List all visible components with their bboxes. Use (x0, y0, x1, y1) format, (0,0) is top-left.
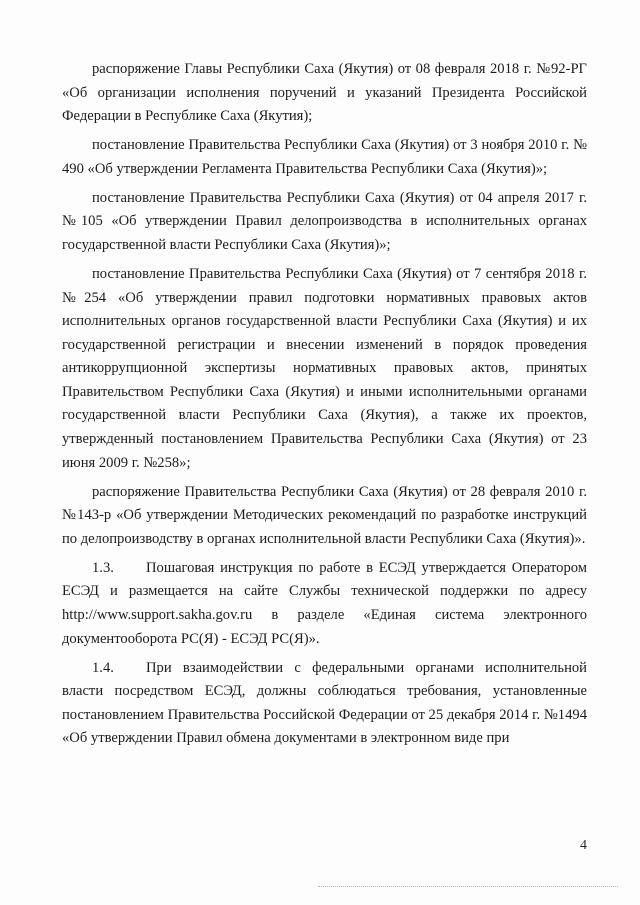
section-1-3 (62, 557, 587, 651)
section-1-4-text: При взаимодействии с федеральными органами исполнительной власти посредством ЕСЭД, должны соблюдаться требования, установленные постановлением Правительства Российской Федерации от 25 декабря 2014 г. №1494 «Об утверждении Правил обмена документами в электронном виде при (62, 659, 587, 747)
paragraph-resolution-490: постановление Правительства Республики Саха (Якутия) от 3 ноября 2010 г. № 490 «Об утверждении Регламента Правительства Республики Саха (Якутия)»; (62, 137, 587, 177)
paragraph-resolution-105: постановление Правительства Республики Саха (Якутия) от 04 апреля 2017 г. №105 «Об утверждении Правил делопроизводства в исполнительных органах государственной власти Республики Саха (Якутия)»; (62, 189, 587, 253)
paragraph-order-143-r: распоряжение Правительства Республики Саха (Якутия) от 28 февраля 2010 г. №143-р «Об утверждении Методических рекомендаций по разработке инструкций по делопроизводству в органах исполнительной власти Республики Саха (Якутия)». (62, 483, 587, 547)
paragraph-resolution-254: постановление Правительства Республики Саха (Якутия) от 7 сентября 2018 г. №254 «Об утверждении правил подготовки нормативных правовых актов исполнительных органов государственной власти Республики Саха (Якутия) и их государственной регистрации и внесении изменений в порядок проведения антикоррупционной экспертизы нормативных правовых актов, принятых Правительством Республики Саха (Якутия) и иными исполнительными органами государственной власти Республики Саха (Якутия), а также их проектов, утвержденный постановлением Правительства Республики Саха (Якутия) от 23 июня 2009 г. №258»; (62, 265, 587, 471)
section-1-3-number: 1.3. (92, 559, 114, 576)
section-1-3-text: Пошаговая инструкция по работе в ЕСЭД утверждается Оператором ЕСЭД и размещается на сайте Службы технической поддержки по адресу http://www.support.sakha.gov.ru в разделе «Единая система электронного документооборота РС(Я) - ЕСЭД РС(Я)». (62, 559, 587, 647)
paragraph-decree-92-rg: распоряжение Главы Республики Саха (Якутия) от 08 февраля 2018 г. №92-РГ «Об организации исполнения поручений и указаний Президента Российской Федерации в Республике Саха (Якутия); (62, 61, 587, 125)
page-number: 4 (580, 838, 587, 853)
document-body (62, 58, 587, 756)
scan-edge-divider (318, 886, 618, 887)
section-1-4-number: 1.4. (92, 659, 114, 676)
section-1-4 (62, 657, 587, 751)
